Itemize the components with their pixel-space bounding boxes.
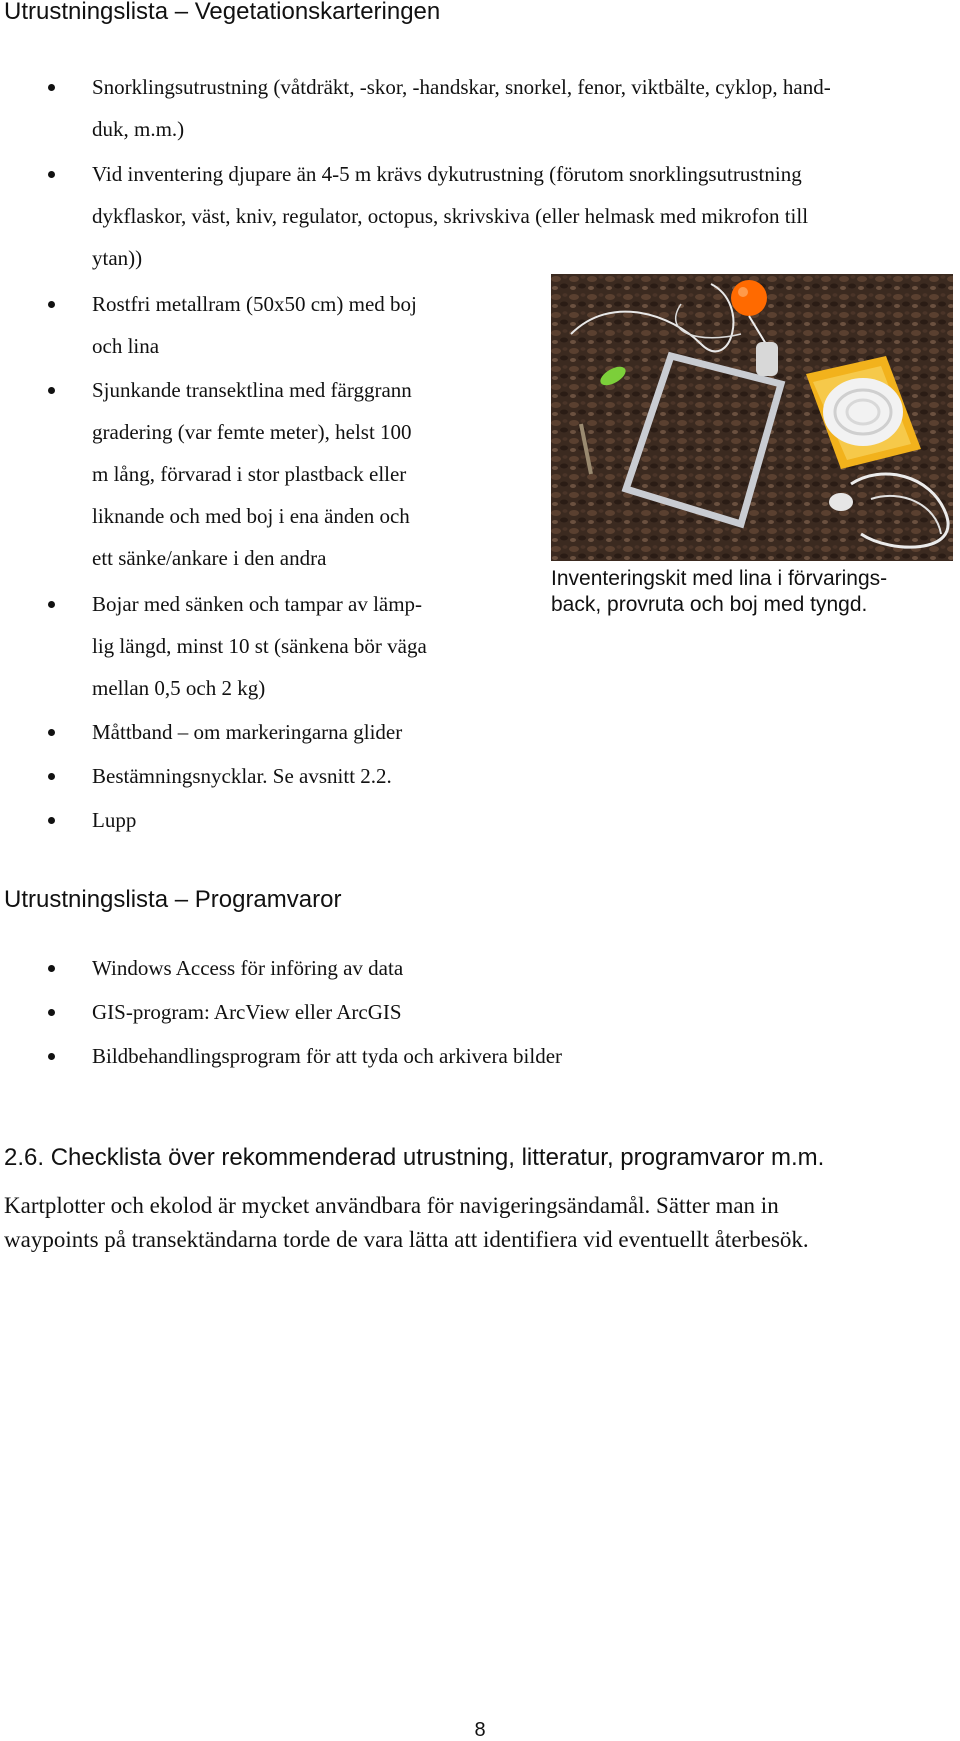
list-item: GIS-program: ArcView eller ArcGIS: [92, 991, 402, 1033]
list-item: Lupp: [92, 799, 136, 841]
section-heading-vegetation: Utrustningslista – Vegetationskarteringen: [4, 0, 441, 25]
list-item: Bestämningsnycklar. Se avsnitt 2.2.: [92, 755, 392, 797]
list-item: Sjunkande transektlina med färggrann gradering (var femte meter), helst 100 m lång, förvarad i stor plastback eller liknande och med boj i ena änden och ett sänke/ankare i den andra: [92, 369, 412, 579]
list-item: Windows Access för införing av data: [92, 947, 403, 989]
list-item: Snorklingsutrustning (våtdräkt, -skor, -handskar, snorkel, fenor, viktbälte, cyklop, hand- duk, m.m.): [92, 66, 831, 150]
list-item: Måttband – om markeringarna glider: [92, 711, 402, 753]
inventory-kit-illustration: [551, 274, 953, 561]
section-heading-checklist: 2.6. Checklista över rekommenderad utrustning, litteratur, programvaror m.m.: [4, 1144, 825, 1171]
section-heading-software: Utrustningslista – Programvaror: [4, 886, 342, 913]
inventory-kit-photo: [551, 274, 953, 561]
list-item: Rostfri metallram (50x50 cm) med boj och lina: [92, 283, 417, 367]
list-item: Vid inventering djupare än 4-5 m krävs dykutrustning (förutom snorklingsutrustning dykflaskor, väst, kniv, regulator, octopus, skrivskiva (eller helmask med mikrofon till ytan)): [92, 153, 808, 279]
checklist-paragraph: Kartplotter och ekolod är mycket användbara för navigeringsändamål. Sätter man in waypoints på transektändarna torde de vara lätta att identifiera vid eventuellt återbesök.: [4, 1193, 809, 1252]
list-item: Bildbehandlingsprogram för att tyda och arkivera bilder: [92, 1035, 562, 1077]
page-number: 8: [474, 1719, 486, 1741]
list-item: Bojar med sänken och tampar av lämp- lig längd, minst 10 st (sänkena bör väga mellan 0,5 och 2 kg): [92, 583, 427, 709]
figure-caption: Inventeringskit med lina i förvarings- back, provruta och boj med tyngd.: [551, 567, 888, 616]
